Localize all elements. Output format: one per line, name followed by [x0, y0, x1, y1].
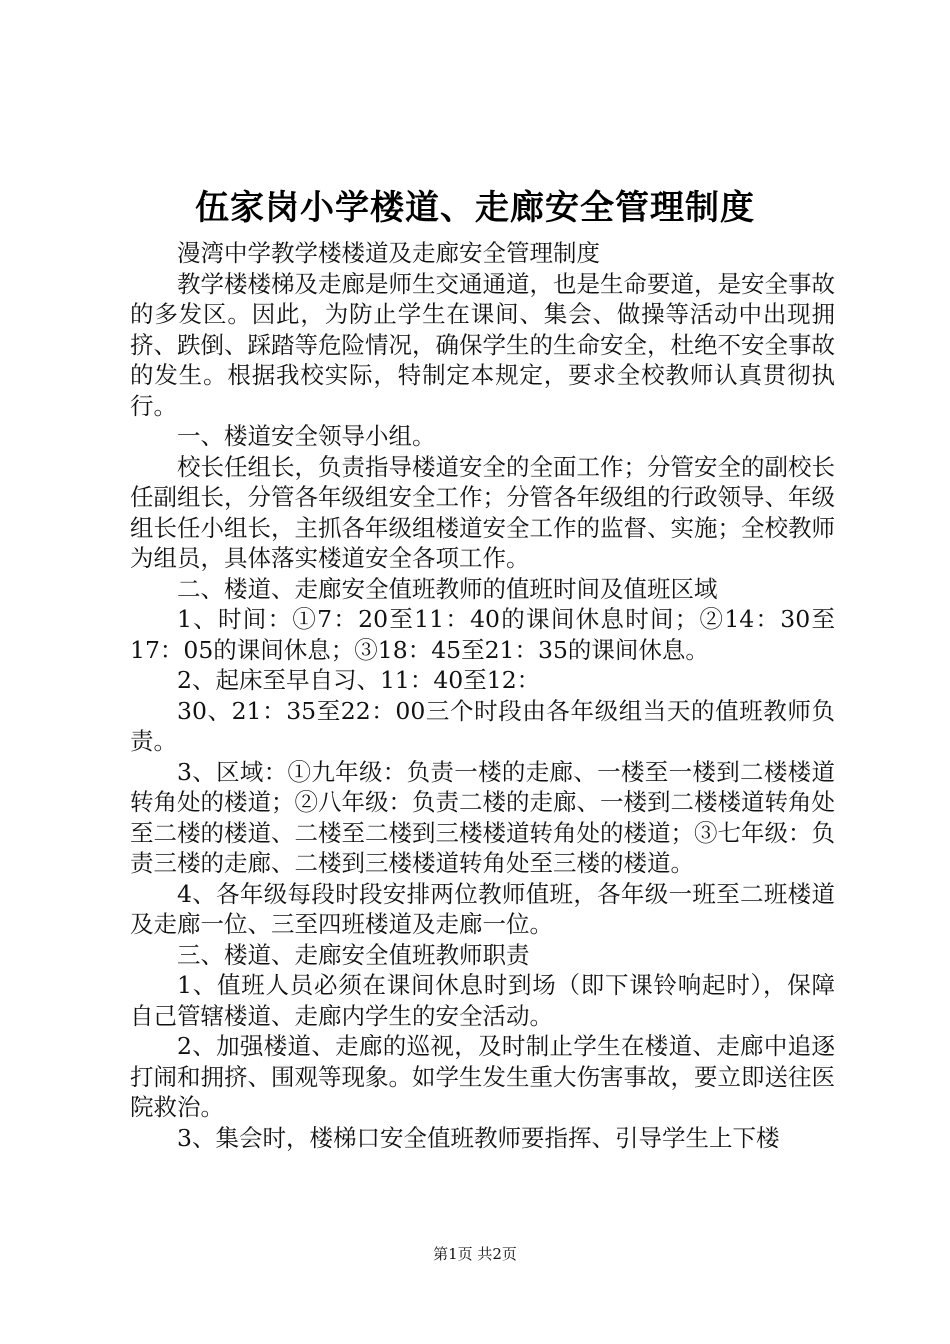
page-number-footer: 第1页 共2页 [433, 1245, 517, 1263]
document-body [130, 238, 835, 1153]
paragraph-duty-2: 2、加强楼道、走廊的巡视，及时制止学生在楼道、走廊中追逐打闹和拥挤、围观等现象。如学生发生重大伤害事故，要立即送往医院救治。 [130, 1032, 835, 1121]
paragraph-leadership: 校长任组长，负责指导楼道安全的全面工作；分管安全的副校长任副组长，分管各年级组安全工作；分管各年级组的行政领导、年级组长任小组长，主抓各年级组楼道安全工作的监督、实施；全校教师为组员，具体落实楼道安全各项工作。 [130, 452, 835, 572]
section-heading-3: 三、楼道、走廊安全值班教师职责 [177, 940, 530, 969]
paragraph-time: 1、时间：①7：20至11：40的课间休息时间；②14：30至17：05的课间休息；③18：45至21：35的课间休息。 [130, 605, 835, 664]
document-title: 伍家岗小学楼道、走廊安全管理制度 [195, 188, 755, 228]
paragraph-morning: 2、起床至早自习、11：40至12： [177, 666, 541, 694]
paragraph-area: 3、区域：①九年级：负责一楼的走廊、一楼至一楼到二楼楼道转角处的楼道；②八年级：负责二楼的走廊、一楼到二楼楼道转角处至二楼的楼道、二楼至二楼到三楼楼道转角处的楼道；③七年级：负责三楼的走廊、二楼到三楼楼道转角处至三楼的楼道。 [130, 757, 835, 877]
paragraph-duty-1: 1、值班人员必须在课间休息时到场（即下课铃响起时），保障自己管辖楼道、走廊内学生的安全活动。 [130, 971, 835, 1030]
paragraph-subtitle: 漫湾中学教学楼楼道及走廊安全管理制度 [177, 239, 600, 267]
paragraph-staffing: 4、各年级每段时段安排两位教师值班，各年级一班至二班楼道及走廊一位、三至四班楼道及走廊一位。 [130, 879, 835, 938]
paragraph-duty-3: 3、集会时，楼梯口安全值班教师要指挥、引导学生上下楼 [177, 1123, 780, 1152]
section-heading-1: 一、楼道安全领导小组。 [177, 422, 436, 450]
paragraph-intro: 教学楼楼梯及走廊是师生交通通道，也是生命要道，是安全事故的多发区。因此，为防止学生在课间、集会、做操等活动中出现拥挤、跌倒、踩踏等危险情况，确保学生的生命安全，杜绝不安全事故的发生。根据我校实际，特制定本规定，要求全校教师认真贯彻执行。 [130, 269, 835, 420]
section-heading-2: 二、楼道、走廊安全值班教师的值班时间及值班区域 [177, 574, 718, 603]
paragraph-evening: 30、21：35至22：00三个时段由各年级组当天的值班教师负责。 [130, 696, 835, 755]
